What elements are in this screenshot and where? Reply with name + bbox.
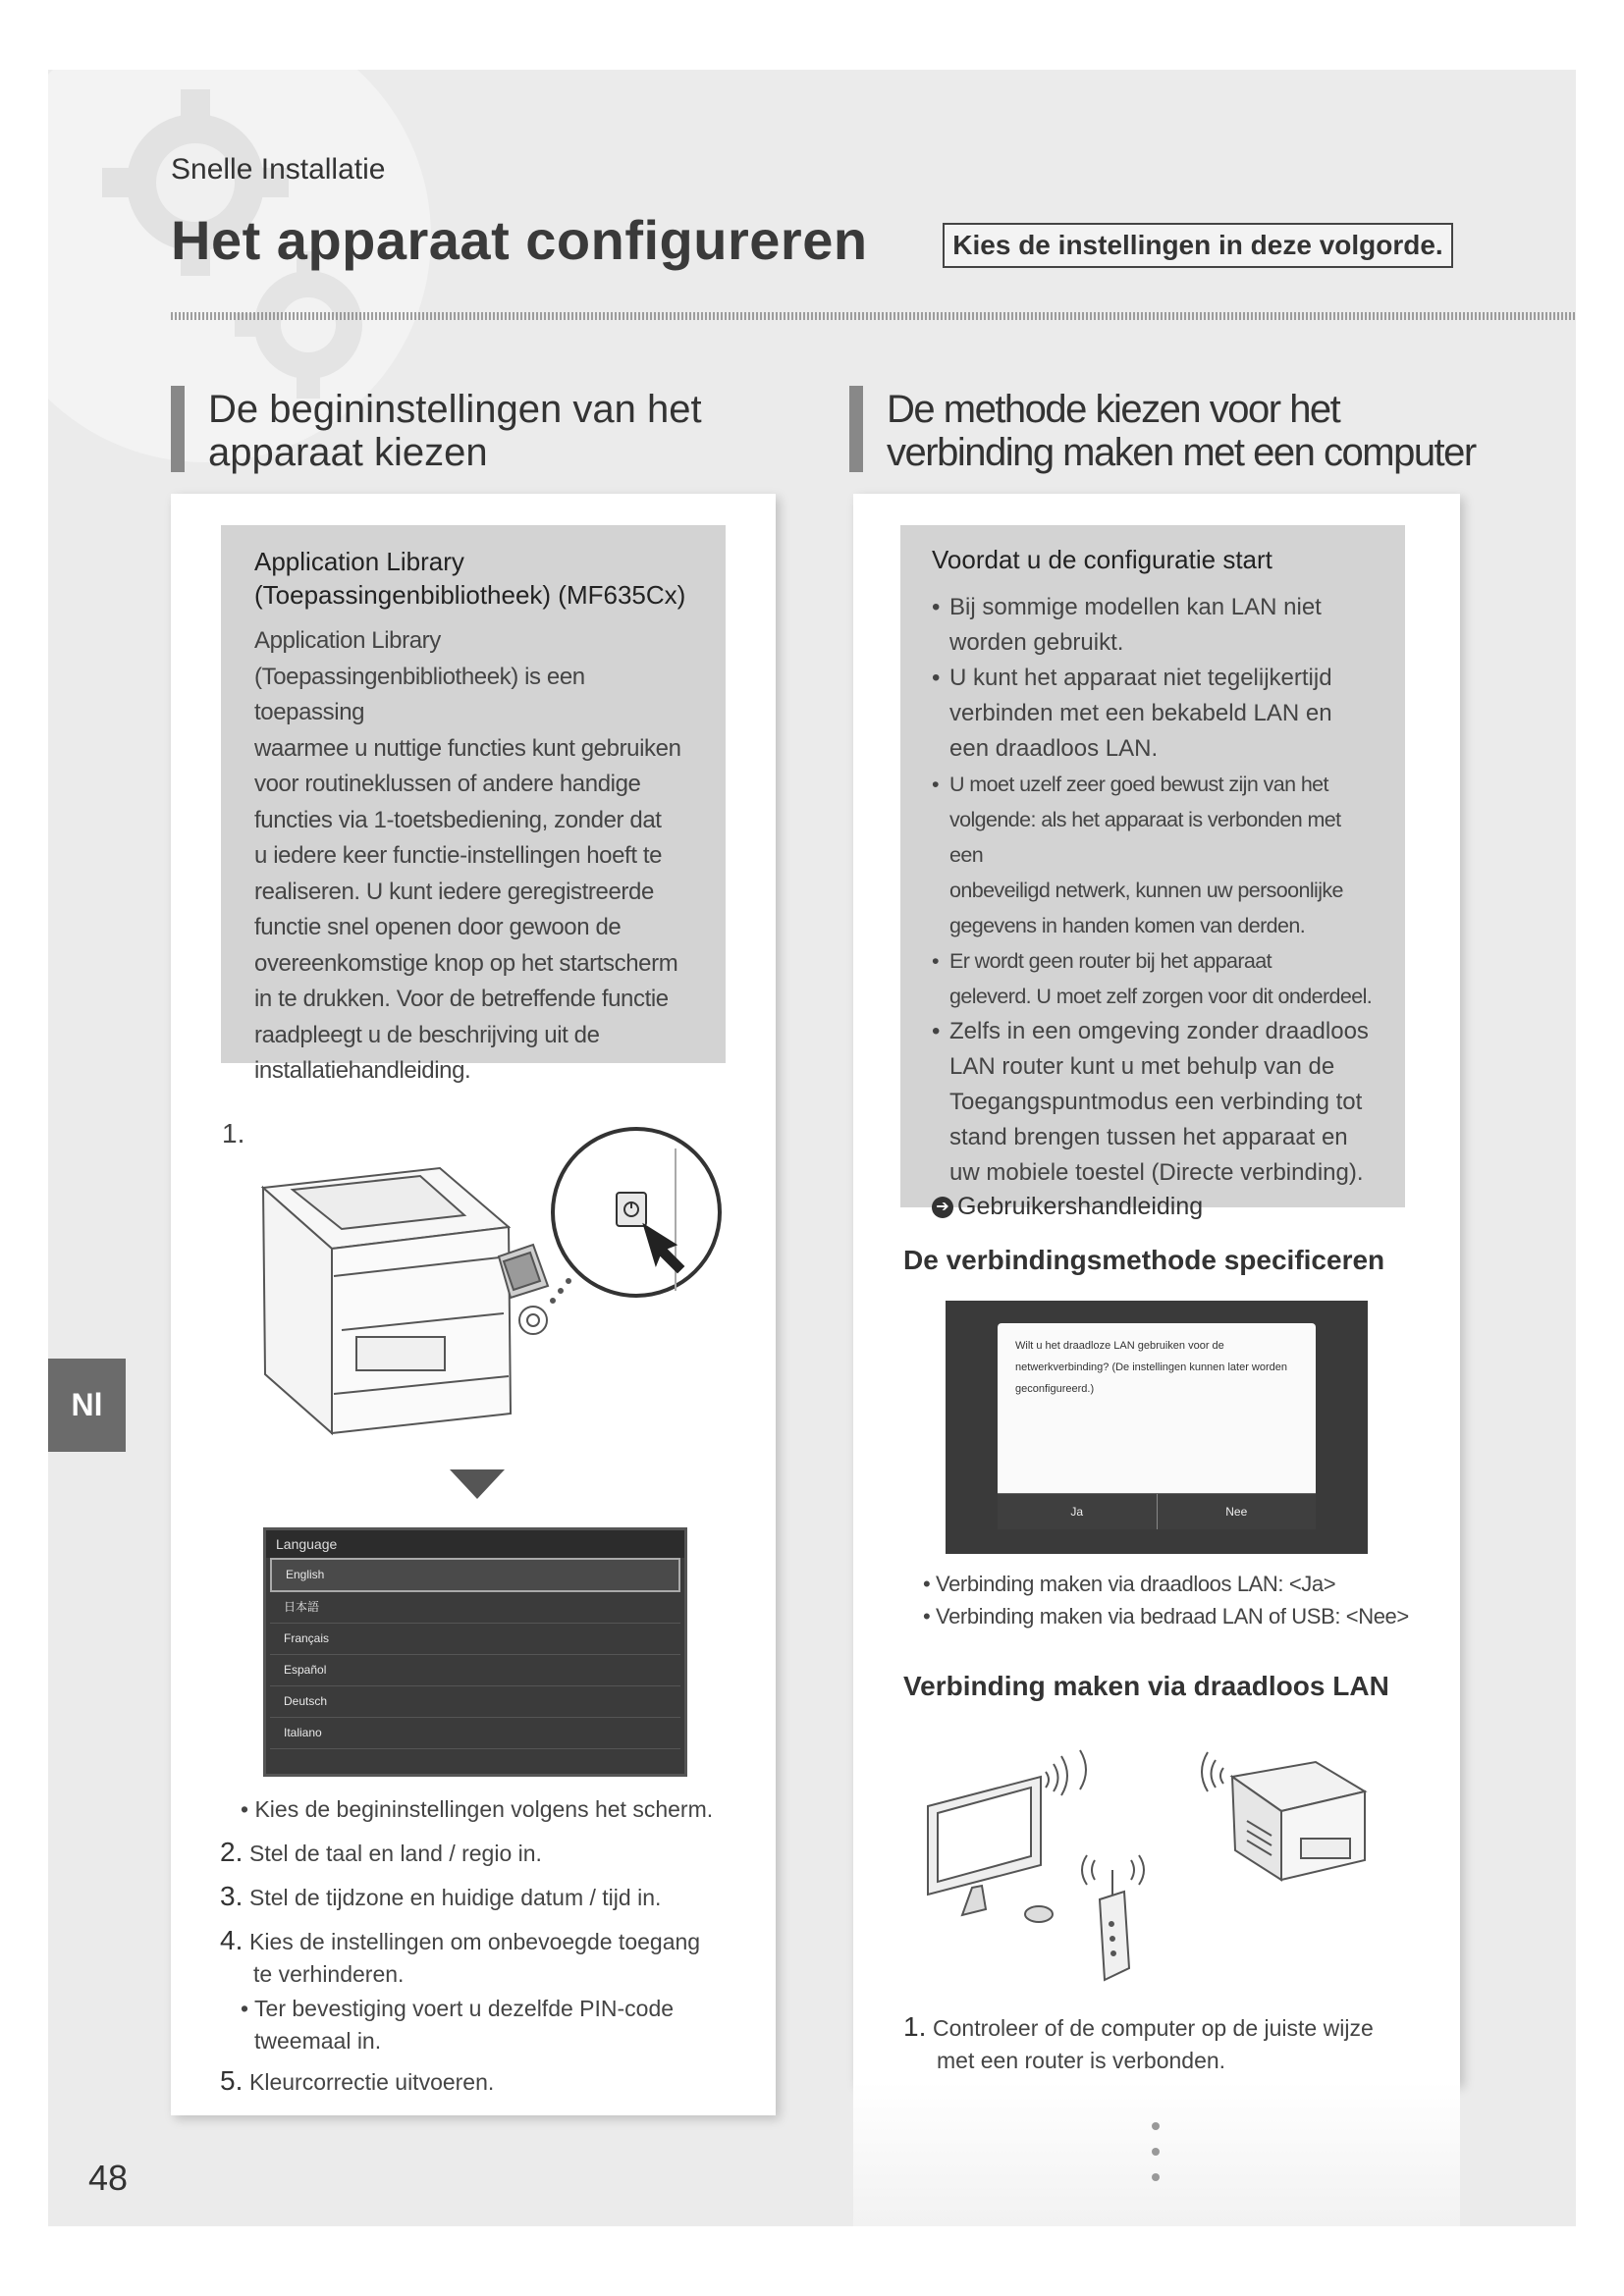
language-screen-header: Language [266, 1530, 684, 1558]
step-text-cont: met een router is verbonden. [937, 2048, 1226, 2073]
before-config-box [900, 525, 1405, 1220]
wireless-step-1 [903, 2010, 1374, 2077]
app-lib-line: raadpleegt u de beschrijving uit de [254, 1021, 600, 1048]
step-number: 4. [220, 1925, 244, 1955]
step-3 [220, 1880, 661, 1914]
bullet-line: geleverd. U moet zelf zorgen voor dit onderdeel. [949, 985, 1373, 1008]
pin-bullet-line2: tweemaal in. [254, 2028, 382, 2054]
bullet-line: Toegangspuntmodus een verbinding tot [949, 1089, 1363, 1115]
language-option[interactable]: English [270, 1558, 680, 1592]
bullet-item [932, 590, 1374, 661]
bullet-line: • U moet uzelf zeer goed bewust zijn van het [949, 773, 1328, 796]
down-arrow-icon [450, 1469, 505, 1499]
app-lib-title-line1: Application Library [254, 547, 464, 576]
language-tab: Nl [48, 1359, 126, 1452]
app-lib-line: waarmee u nuttige functies kunt gebruiken [254, 734, 681, 762]
application-library-body [254, 623, 692, 1090]
step-text-cont: te verhinderen. [253, 1961, 405, 1987]
bullet-line: onbeveiligd netwerk, kunnen uw persoonlijke [949, 879, 1343, 902]
page-title: Het apparaat configureren [171, 209, 868, 271]
continuation-dot [1152, 2122, 1160, 2130]
left-section-title-line2: apparaat kiezen [208, 431, 488, 474]
header-subtitle: Snelle Installatie [171, 153, 386, 186]
user-guide-link[interactable] [932, 1193, 1374, 1221]
step-text: Kies de instellingen om onbevoegde toegang [249, 1929, 701, 1954]
language-screen [263, 1527, 687, 1777]
wireless-lan-dialog [998, 1323, 1316, 1529]
wireless-lan-dialog-screen [946, 1301, 1368, 1554]
page-number: 48 [88, 2158, 129, 2198]
bullet-line: • Zelfs in een omgeving zonder draadloos [949, 1018, 1369, 1044]
app-lib-line: functies via 1-toetsbediening, zonder dat [254, 806, 662, 833]
bullet-line: gegevens in handen komen van derden. [949, 914, 1306, 937]
bullet-line: volgende: als het apparaat is verbonden met een [949, 808, 1341, 867]
follow-screen-text: Kies de begininstellingen volgens het scherm. [254, 1796, 714, 1822]
right-section-bar [849, 386, 863, 472]
yes-button[interactable]: Ja [998, 1494, 1158, 1529]
language-option[interactable]: 日本語 [270, 1592, 680, 1624]
app-lib-line: installatiehandleiding. [254, 1057, 471, 1084]
bullet-item [932, 1014, 1374, 1191]
bullet-line: een draadloos LAN. [949, 735, 1159, 762]
before-config-title: Voordat u de configuratie start [932, 545, 1272, 574]
bullet-line: • Bij sommige modellen kan LAN niet [949, 594, 1322, 620]
left-section-bar [171, 386, 185, 472]
language-option[interactable]: Français [270, 1624, 680, 1655]
bullet-line: uw mobiele toestel (Directe verbinding). [949, 1159, 1364, 1186]
step-1-number: 1. [222, 1118, 245, 1148]
bullet-line: verbinden met een bekabeld LAN en [949, 700, 1332, 726]
wireless-lan-heading: Verbinding maken via draadloos LAN [903, 1671, 1389, 1701]
app-lib-title-line2: (Toepassingenbibliotheek) (MF635Cx) [254, 580, 686, 610]
step-number: 3. [220, 1881, 244, 1911]
application-library-box [221, 525, 726, 1084]
app-lib-line: in te drukken. Voor de betreffende functie [254, 986, 669, 1012]
bullet-line: • Er wordt geen router bij het apparaat [949, 949, 1272, 973]
user-guide-link-text[interactable]: Gebruikershandleiding [957, 1193, 1204, 1220]
step-number: 2. [220, 1837, 244, 1867]
step-text: Stel de tijdzone en huidige datum / tijd in. [249, 1885, 662, 1910]
bullet-item [932, 661, 1374, 767]
left-section-title-line1: De begininstellingen van het [208, 388, 702, 431]
app-lib-line: functie snel openen door gewoon de [254, 914, 622, 940]
step-text: Stel de taal en land / regio in. [249, 1841, 542, 1866]
app-lib-line: overeenkomstige knop op het startscherm [254, 949, 678, 977]
connection-bullet-text: Verbinding maken via draadloos LAN: <Ja> [936, 1572, 1336, 1596]
no-button[interactable]: Nee [1225, 1505, 1248, 1519]
language-option[interactable]: Español [270, 1655, 680, 1686]
app-lib-line: Application Library [254, 627, 441, 654]
app-lib-line: voor routineklussen of andere handige [254, 771, 641, 797]
connection-bullet: • Verbinding maken via draadloos LAN: <Ja> [923, 1572, 1336, 1596]
right-section-title [887, 388, 1476, 474]
bullet-line: stand brengen tussen het apparaat en [949, 1124, 1348, 1150]
before-config-bullets [932, 590, 1374, 1191]
bullet-item [932, 767, 1374, 943]
continuation-dot [1152, 2148, 1160, 2156]
continuation-dot [1152, 2173, 1160, 2181]
left-section-title [208, 388, 702, 474]
app-lib-line: u iedere keer functie-instellingen hoeft te [254, 842, 663, 869]
step-4 [220, 1924, 700, 1991]
step-number: 1. [903, 2011, 927, 2042]
bullet-line: • U kunt het apparaat niet tegelijkertijd [949, 665, 1332, 691]
right-section-title-line2: verbinding maken met een computer [887, 431, 1476, 474]
step-2 [220, 1836, 542, 1870]
right-section-title-line1: De methode kiezen voor het [887, 388, 1340, 431]
connection-bullet-text: Verbinding maken via bedraad LAN of USB: <Nee> [936, 1604, 1409, 1629]
step-number: 5. [220, 2065, 244, 2096]
order-note-box: Kies de instellingen in deze volgorde. [943, 223, 1453, 268]
wireless-network-illustration [923, 1723, 1394, 2002]
step-text: Kleurcorrectie uitvoeren. [249, 2069, 495, 2095]
step-text: Controleer of de computer op de juiste wijze [933, 2015, 1374, 2041]
arrow-right-icon: ➔ [932, 1197, 953, 1218]
dialog-question: Wilt u het draadloze LAN gebruiken voor de netwerkverbinding? (De instellingen kunnen later worden geconfigureerd.) [1015, 1340, 1287, 1395]
follow-screen-bullet: • Kies de begininstellingen volgens het scherm. [241, 1796, 714, 1822]
step-5 [220, 2064, 494, 2099]
pin-bullet: • Ter bevestiging voert u dezelfde PIN-code tweemaal in. [241, 1996, 675, 2054]
application-library-title [254, 545, 692, 612]
connection-bullets [923, 1568, 1409, 1632]
language-option[interactable]: Deutsch [270, 1686, 680, 1718]
dotted-divider [171, 312, 1576, 320]
connection-bullet: • Verbinding maken via bedraad LAN of USB: <Nee> [923, 1604, 1409, 1629]
app-lib-line: realiseren. U kunt iedere geregistreerde [254, 878, 654, 905]
bullet-line: LAN router kunt u met behulp van de [949, 1053, 1335, 1080]
bullet-item [932, 943, 1374, 1014]
printer-power-illustration [253, 1119, 725, 1453]
connection-method-heading: De verbindingsmethode specificeren [903, 1245, 1385, 1275]
pin-bullet-line1: Ter bevestiging voert u dezelfde PIN-code [254, 1996, 675, 2021]
bullet-line: worden gebruikt. [949, 629, 1124, 656]
language-option[interactable]: Italiano [270, 1718, 680, 1749]
app-lib-line: (Toepassingenbibliotheek) is een toepassing [254, 663, 585, 725]
dialog-buttons [998, 1493, 1316, 1529]
